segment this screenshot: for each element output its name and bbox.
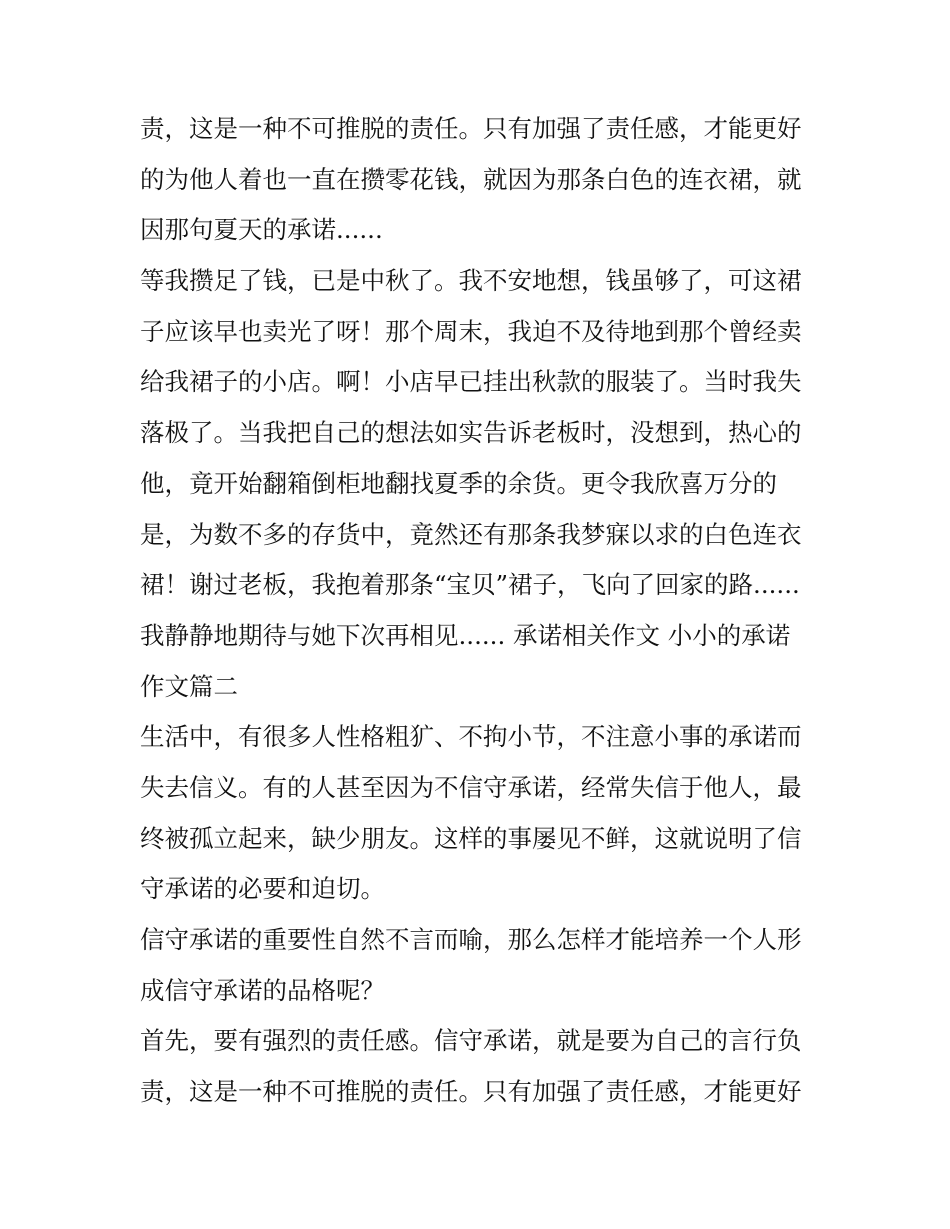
text-line: 责，这是一种不可推脱的责任。只有加强了责任感，才能更好	[140, 1077, 802, 1107]
text-line: 首先，要有强烈的责任感。信守承诺，就是要为自己的言行负	[140, 1026, 802, 1056]
text-line: 因那句夏天的承诺......	[140, 215, 383, 245]
text-line: 成信守承诺的品格呢？	[140, 975, 385, 1005]
text-line: 终被孤立起来，缺少朋友。这样的事屡见不鲜，这就说明了信	[140, 823, 802, 853]
text-line: 给我裙子的小店。啊！小店早已挂出秋款的服装了。当时我失	[140, 367, 802, 397]
text-line: 作文篇二	[140, 671, 238, 701]
text-line: 裙！谢过老板，我抱着那条“宝贝”裙子，飞向了回家的路......	[140, 570, 800, 600]
text-line: 落极了。当我把自己的想法如实告诉老板时，没想到，热心的	[140, 418, 802, 448]
text-line: 的为他人着也一直在攒零花钱，就因为那条白色的连衣裙，就	[140, 164, 802, 194]
text-line: 我静静地期待与她下次再相见...... 承诺相关作文 小小的承诺	[140, 620, 791, 650]
text-line: 守承诺的必要和迫切。	[140, 874, 385, 904]
body-text	[140, 104, 830, 1118]
text-line: 生活中，有很多人性格粗犷、不拘小节，不注意小事的承诺而	[140, 722, 802, 752]
text-line: 信守承诺的重要性自然不言而喻，那么怎样才能培养一个人形	[140, 925, 802, 954]
text-line: 子应该早也卖光了呀！那个周末，我迫不及待地到那个曾经卖	[140, 316, 802, 346]
text-line: 等我攒足了钱，已是中秋了。我不安地想，钱虽够了，可这裙	[140, 266, 802, 296]
text-line: 他，竟开始翻箱倒柜地翻找夏季的余货。更令我欣喜万分的	[140, 468, 777, 498]
text-line: 是，为数不多的存货中，竟然还有那条我梦寐以求的白色连衣	[140, 519, 802, 549]
text-line: 失去信义。有的人甚至因为不信守承诺，经常失信于他人，最	[140, 772, 802, 802]
text-line: 责，这是一种不可推脱的责任。只有加强了责任感，才能更好	[140, 114, 802, 143]
